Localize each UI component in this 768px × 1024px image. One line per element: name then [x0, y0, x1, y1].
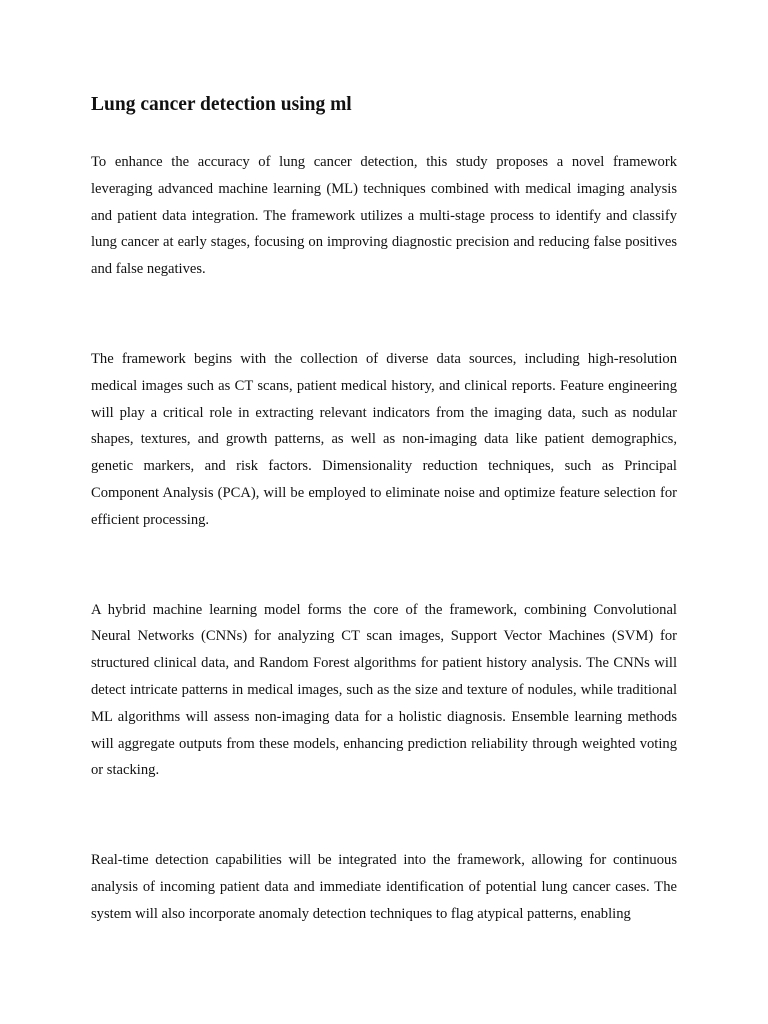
- paragraph-introduction: To enhance the accuracy of lung cancer detection, this study proposes a novel framework leveraging advanced machine learning (ML) techniques combined with medical imaging analysis and patient data integration. The framework utilizes a multi-stage process to identify and classify lung cancer at early stages, focusing on improving diagnostic precision and reducing false positives and false negatives.: [91, 154, 677, 278]
- paragraph-data-collection: The framework begins with the collection of diverse data sources, including high-resolution medical images such as CT scans, patient medical history, and clinical reports. Feature engineering will play a critical role in extracting relevant indicators from the imaging data, such as nodular shapes, textures, and growth patterns, as well as non-imaging data like patient demographics, genetic markers, and risk factors. Dimensionality reduction techniques, such as Principal Component Analysis (PCA), will be employed to eliminate noise and optimize feature selection for efficient processing.: [91, 350, 677, 528]
- page-title: Lung cancer detection using ml: [91, 94, 352, 115]
- paragraph-hybrid-model: A hybrid machine learning model forms the core of the framework, combining Convolutional Neural Networks (CNNs) for analyzing CT scan images, Support Vector Machines (SVM) for structured clinical data, and Random Forest algorithms for patient history analysis. The CNNs will detect intricate patterns in medical images, such as the size and texture of nodules, while traditional ML algorithms will assess non-imaging data for a holistic diagnosis. Ensemble learning methods will aggregate outputs from these models, enhancing prediction reliability through weighted voting or stacking.: [91, 601, 677, 779]
- paragraph-real-time-detection: Real-time detection capabilities will be integrated into the framework, allowing for continuous analysis of incoming patient data and immediate identification of potential lung cancer cases. The system will also incorporate anomaly detection techniques to flag atypical patterns, enabling: [91, 852, 677, 922]
